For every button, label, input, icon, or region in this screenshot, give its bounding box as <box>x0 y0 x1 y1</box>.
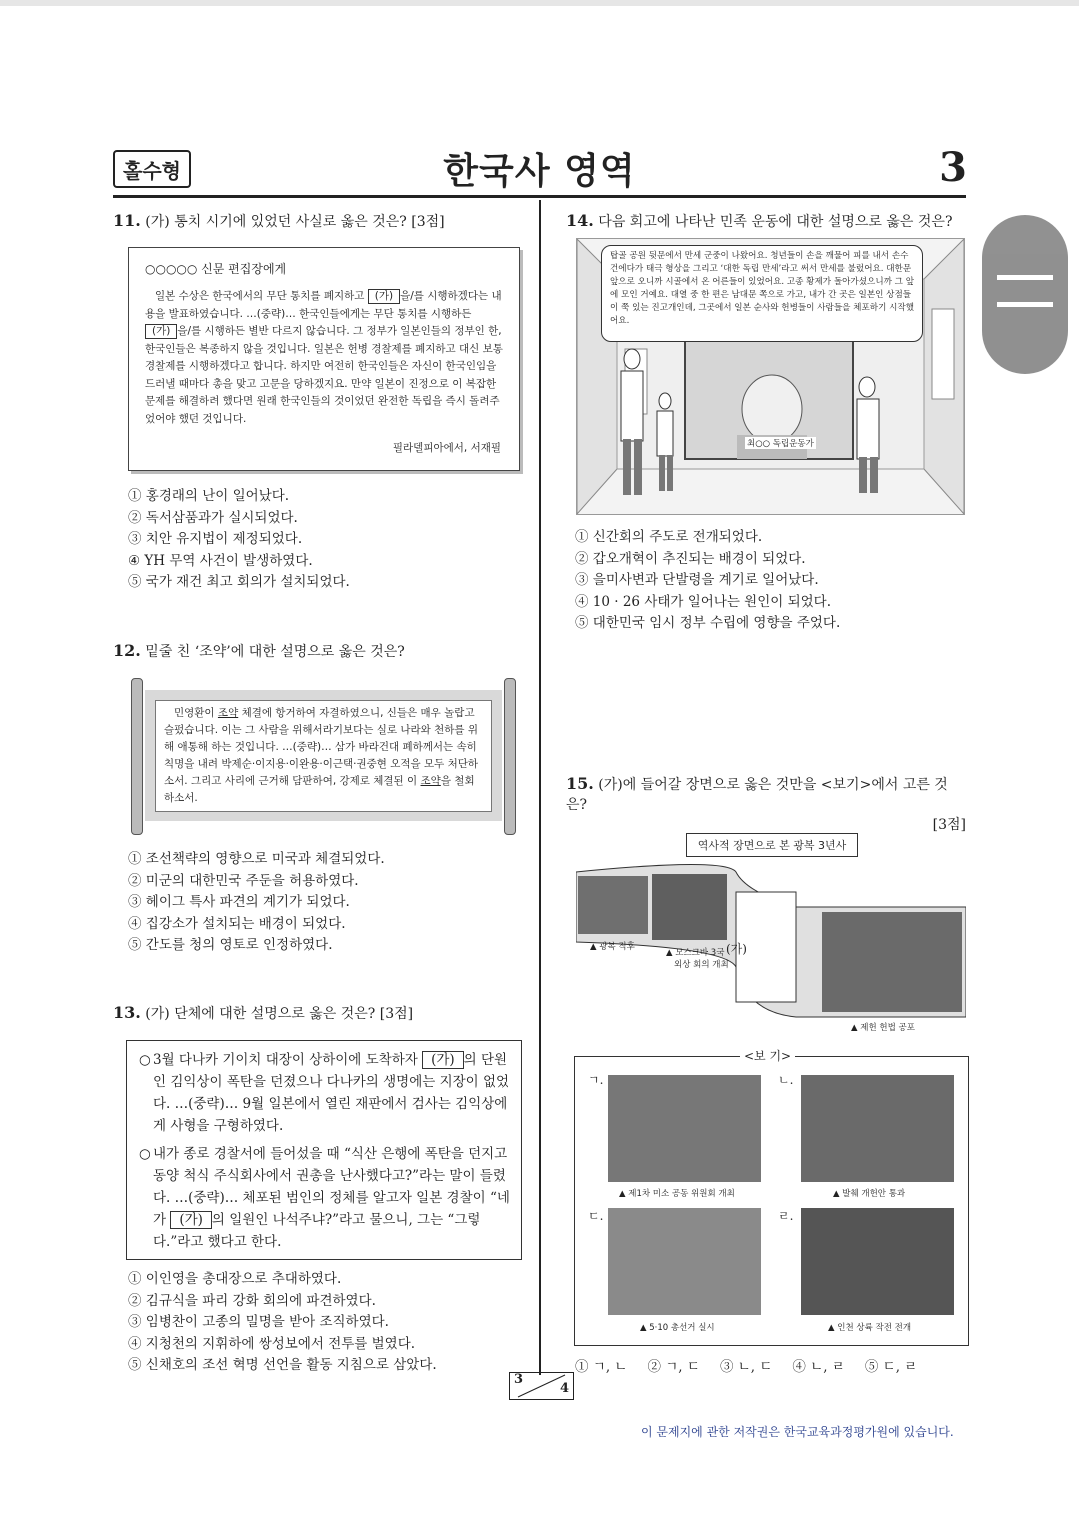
scroll-text-part: 체결에 항거하여 자결하였으니, 신들은 매우 놀랍고 슬펐습니다. 이는 그 사람을 위해서라기보다는 실로 나라와 천하를 위해 애통해 하는 것입니다. …(중략)… 삼가 바라건대 폐하께서는 속히 칙명을 내려 박제순·이지용·이완용·이근택·권중현 오적을 모두 처단하소서. 그리고 사리에 근거해 담판하여, 강제로 체결된 이 <box>164 707 479 787</box>
choice[interactable]: ③ 임병찬이 고종의 밀명을 받아 조직하였다. <box>128 1314 389 1330</box>
question-number: 14. <box>566 211 594 230</box>
passage-text: 내가 종로 경찰서에 들어섰을 때 “식산 은행에 폭탄을 던지고 동양 척식 주식회사에서 권총을 난사했다고?”라는 말이 들렸다. …(중략)… 체포된 범인의 정체를 알고자 일본 경찰이 “네가 <box>153 1146 510 1228</box>
question-text: (가) 단체에 대한 설명으로 옳은 것은? [3점] <box>145 1006 414 1022</box>
choice[interactable]: ② 갑오개혁이 추진되는 배경이 되었다. <box>575 550 806 567</box>
passage-text: 3월 다나카 기이치 대장이 상하이에 도착하자 <box>153 1052 418 1068</box>
blank-ga: (가) <box>368 289 400 304</box>
page-number: 3 <box>939 144 967 191</box>
choice[interactable]: ① ㄱ, ㄴ <box>575 1359 628 1375</box>
choice[interactable]: ④ 집강소가 설치되는 배경이 되었다. <box>128 915 346 932</box>
page-title: 한국사 영역 <box>443 151 636 192</box>
choices-15 <box>575 1357 917 1379</box>
film-caption: 외상 회의 개최 <box>674 960 729 970</box>
photo-option-3 <box>608 1208 761 1315</box>
passage-text: 의 단원인 김익상이 폭탄을 던졌으나 다나카의 생명에는 지장이 없었다. …(중략)… 9월 일본에서 열린 재판에서 검사는 김익상에게 사형을 구형하였다. <box>153 1052 510 1134</box>
letter-recipient: ○○○○○ 신문 편집장에게 <box>145 262 287 276</box>
speech-bubble: 탑골 공원 뒷문에서 만세 군중이 나왔어요. 청년들이 손을 깨물어 피를 내서 손수건에다가 태극 형상을 그리고 ‘대한 독립 만세’라고 써서 만세를 불렀어요. 대한문 앞으로 오니까 시골에서 온 어른들이 있었어요. 고종 황제가 돌아가셨으니까 그 앞에 모인 거예요. 대열 중 한 편은 남대문 쪽으로 가고, 내가 간 곳은 일본인 상점들이 쭉 있는 진고개인데, 그곳에서 일본 순사와 헌병들이 사람들을 체포하기 시작했어요. <box>601 245 923 342</box>
question-text: (가) 통치 시기에 있었던 사실로 옳은 것은? [3점] <box>145 214 445 230</box>
film-banner-title: 역사적 장면으로 본 광복 3년사 <box>686 833 858 857</box>
choice[interactable]: ③ ㄴ, ㄷ <box>719 1359 773 1375</box>
choice[interactable]: ④ 10 · 26 사태가 일어나는 원인이 되었다. <box>575 593 832 610</box>
option-mark: ㄹ. <box>778 1209 794 1223</box>
option-mark: ㄷ. <box>588 1209 604 1223</box>
underlined-treaty: 조약 <box>420 775 441 787</box>
question-number: 15. <box>566 774 594 793</box>
scroll-text-part: 을 철회하소서. <box>164 775 475 804</box>
scroll-document <box>131 678 516 833</box>
choice[interactable]: ④ ㄴ, ㄹ <box>792 1359 845 1375</box>
question-number: 13. <box>113 1003 141 1022</box>
photo-option-4 <box>801 1208 954 1315</box>
choice[interactable]: ② ㄱ, ㄷ <box>647 1359 700 1375</box>
film-blank-ga: (가) <box>726 942 747 956</box>
letter-signature: 필라델피아에서, 서재필 <box>392 442 501 454</box>
bullet: ○ <box>139 1146 151 1162</box>
choice[interactable]: ③ 치안 유지법이 제정되었다. <box>128 531 303 547</box>
underlined-treaty: 조약 <box>217 707 239 719</box>
choice[interactable]: ④ 지청천의 지휘하에 쌍성보에서 전투를 벌였다. <box>128 1335 416 1352</box>
bogi-label: <보 기> <box>740 1047 795 1064</box>
blank-ga: (가) <box>145 324 177 339</box>
question-12 <box>113 641 405 662</box>
choices-14 <box>575 527 840 635</box>
scroll-text-part: 민영환이 <box>174 707 215 719</box>
choice[interactable]: ⑤ ㄷ, ㄹ <box>864 1359 918 1375</box>
choice[interactable]: ③ 헤이그 특사 파견의 계기가 되었다. <box>128 894 350 910</box>
photo-caption: ▲ 인천 상륙 작전 전개 <box>828 1323 912 1333</box>
choices-12 <box>128 849 385 957</box>
choice[interactable]: ① 신간회의 주도로 전개되었다. <box>575 529 763 545</box>
choice[interactable]: ① 홍경래의 난이 일어났다. <box>128 488 290 504</box>
passage-text: 의 일원인 나석주냐?”라고 물으니, 그는 “그렇다.”라고 했다고 한다. <box>153 1212 481 1250</box>
top-bar <box>0 0 1079 6</box>
exam-type-badge: 홀수형 <box>113 150 191 188</box>
choice[interactable]: ② 미군의 대한민국 주둔을 허용하였다. <box>128 872 359 889</box>
blank-ga: (가) <box>422 1051 464 1069</box>
header-rule <box>113 195 966 198</box>
photo-caption: ▲ 발췌 개헌안 통과 <box>833 1189 906 1199</box>
choices-13 <box>128 1269 437 1377</box>
question-number: 12. <box>113 641 141 660</box>
scroll-text <box>155 700 492 812</box>
page-current: 3 <box>514 1372 524 1387</box>
choice[interactable]: ⑤ 대한민국 임시 정부 수립에 영향을 주었다. <box>575 615 841 631</box>
question-points: [3점] <box>932 817 966 833</box>
letter-body <box>145 288 505 428</box>
bullet: ○ <box>139 1052 151 1068</box>
scroll-rod-left <box>131 678 143 835</box>
film-caption: ▲ 모스크바 3국 <box>666 948 725 958</box>
choice[interactable]: ⑤ 간도를 청의 영토로 인정하였다. <box>128 937 333 953</box>
column-divider <box>539 200 541 1375</box>
film-caption: ▲ 제헌 헌법 공포 <box>851 1023 915 1033</box>
passage-paragraph <box>139 1049 513 1137</box>
question-number: 11. <box>113 211 141 230</box>
letter-text: 을/를 시행하겠다는 내용을 발표하였습니다. …(중략)… 한국인들에게는 무단 통치를 시행하든 <box>145 290 502 320</box>
photo-caption: ▲ 5·10 총선거 실시 <box>640 1323 715 1333</box>
photo-option-1 <box>608 1075 761 1182</box>
blank-ga: (가) <box>170 1211 212 1229</box>
side-menu-button[interactable] <box>982 215 1068 374</box>
choice[interactable]: ① 이인영을 총대장으로 추대하였다. <box>128 1271 342 1287</box>
choice[interactable]: ② 김규식을 파리 강화 회의에 파견하였다. <box>128 1292 376 1309</box>
passage-box <box>126 1040 522 1260</box>
choice[interactable]: ② 독서삼품과가 실시되었다. <box>128 509 298 526</box>
page-indicator <box>509 1372 574 1400</box>
option-mark: ㄴ. <box>778 1073 794 1087</box>
film-caption: ▲ 광복 직후 <box>590 942 635 952</box>
tv-caption: 최○○ 독립운동가 <box>747 439 814 449</box>
question-14 <box>566 211 952 232</box>
choice[interactable]: ⑤ 신채호의 조선 혁명 선언을 활동 지침으로 삼았다. <box>128 1357 437 1373</box>
option-mark: ㄱ. <box>588 1073 604 1087</box>
scroll-rod-right <box>504 678 516 835</box>
page-total: 4 <box>559 1381 569 1396</box>
letter-box <box>128 247 520 471</box>
passage-paragraph <box>139 1143 513 1253</box>
choice[interactable]: ① 조선책략의 영향으로 미국과 체결되었다. <box>128 851 385 867</box>
copyright-notice: 이 문제지에 관한 저작권은 한국교육과정평가원에 있습니다. <box>641 1425 954 1439</box>
choice[interactable]: ③ 을미사변과 단발령을 계기로 일어났다. <box>575 572 819 588</box>
photo-option-2 <box>801 1075 954 1182</box>
question-text: 밑줄 친 ‘조약’에 대한 설명으로 옳은 것은? <box>145 644 405 660</box>
question-13 <box>113 1003 413 1024</box>
letter-text: 을/를 시행하든 별반 다르지 않습니다. 그 정부가 일본인들의 정부인 한, 한국인들은 복종하지 않을 것입니다. 일본은 헌병 경찰제를 폐지하고 대신 보통 경찰제를 시행하겠다고 합니다. 하지만 여전히 한국인들은 자신이 한국인임을 드러낼 때마다 총을 맞고 고문을 당하겠지요. 만약 일본이 진정으로 이 복잡한 문제를 해결하려 했다면 원래 한국인들의 것이었던 완전한 독립을 즉시 돌려주었어야 했던 것입니다. <box>145 325 503 425</box>
choice[interactable]: ④ YH 무역 사건이 발생하였다. <box>128 552 313 569</box>
choice[interactable]: ⑤ 국가 재건 최고 회의가 설치되었다. <box>128 574 350 590</box>
question-15 <box>566 774 966 835</box>
question-11 <box>113 211 445 232</box>
question-text: 다음 회고에 나타난 민족 운동에 대한 설명으로 옳은 것은? <box>598 214 953 230</box>
question-text: (가)에 들어갈 장면으로 옳은 것만을 <보기>에서 고른 것은? <box>566 777 948 813</box>
choices-11 <box>128 486 350 594</box>
photo-caption: ▲ 제1차 미소 공동 위원회 개최 <box>619 1189 735 1199</box>
letter-text: 일본 수상은 한국에서의 무단 통치를 폐지하고 <box>155 290 365 302</box>
